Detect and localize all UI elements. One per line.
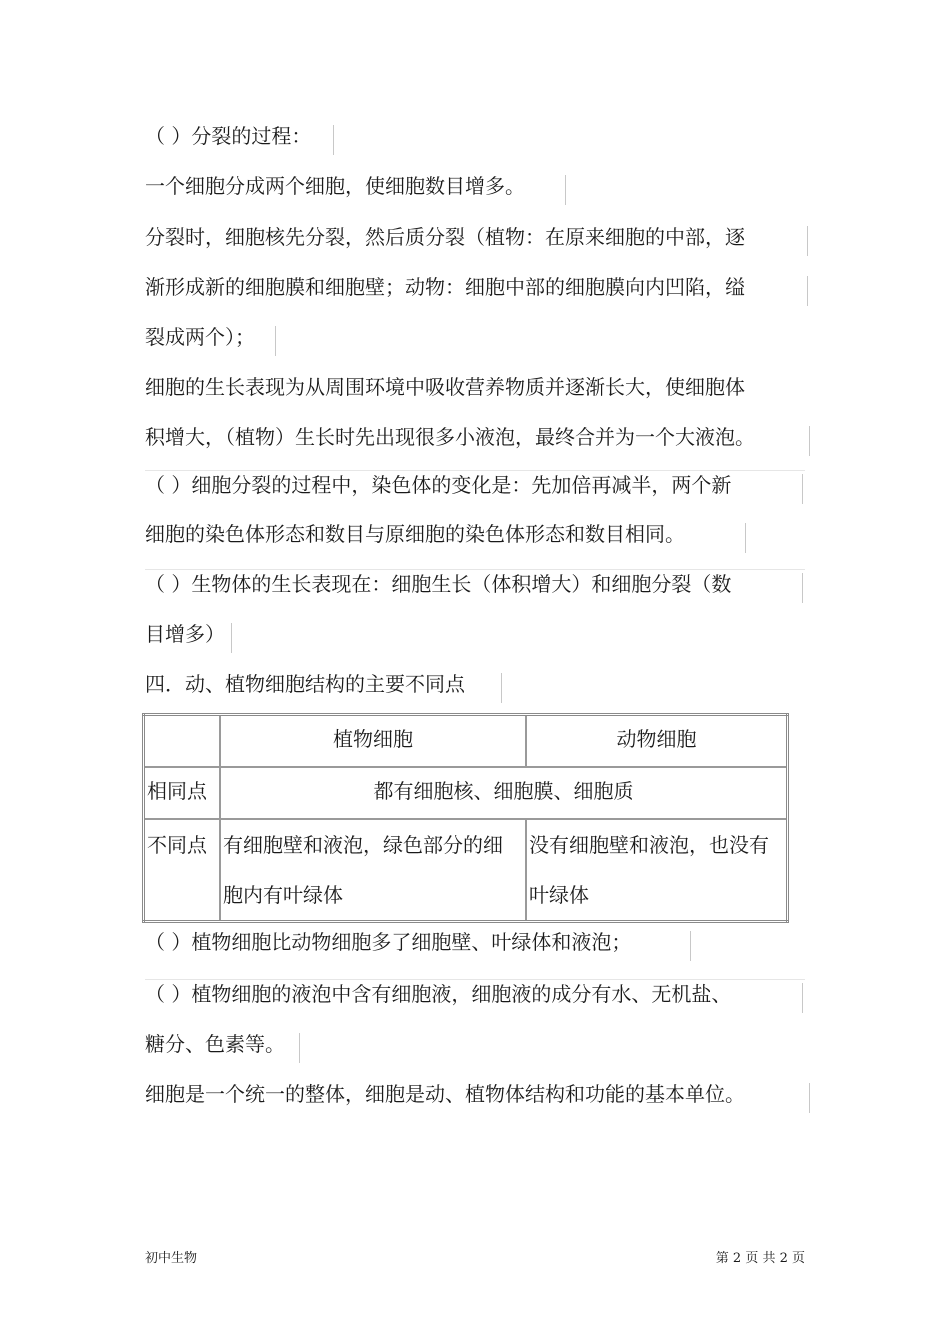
- cell-text-line: 有细胞壁和液泡，绿色部分的细: [223, 833, 503, 857]
- table-cell-empty: [144, 715, 221, 768]
- margin-mark: [299, 1033, 300, 1063]
- rule-mark: [145, 470, 805, 471]
- rule-mark: [145, 979, 805, 980]
- text-line: （ ）分裂的过程：: [145, 124, 312, 148]
- margin-mark: [745, 523, 746, 553]
- cell-text-line: 胞内有叶绿体: [223, 883, 343, 907]
- table-row: [144, 767, 788, 819]
- diff-animal-cell: [526, 819, 788, 922]
- margin-mark: [807, 276, 808, 306]
- footer-left: 初中生物: [145, 1251, 198, 1266]
- section-heading: 四．动、植物细胞结构的主要不同点: [145, 672, 465, 696]
- cell-text-line: 叶绿体: [529, 883, 589, 907]
- diff-plant-cell: [220, 819, 526, 922]
- text-line: 细胞是一个统一的整体，细胞是动、植物体结构和功能的基本单位。: [145, 1082, 745, 1106]
- diff-label-cell: 不同点: [144, 819, 221, 922]
- text-line: 裂成两个）；: [145, 325, 255, 349]
- same-label-cell: 相同点: [144, 767, 221, 819]
- text-line: 渐形成新的细胞膜和细胞壁；动物：细胞中部的细胞膜向内凹陷，缢: [145, 275, 745, 299]
- margin-mark: [809, 1083, 810, 1113]
- cell-text-line: 没有细胞壁和液泡，也没有: [529, 833, 769, 857]
- rule-mark: [145, 569, 805, 570]
- text-line: 一个细胞分成两个细胞，使细胞数目增多。: [145, 174, 525, 198]
- text-line: 分裂时，细胞核先分裂，然后质分裂（植物：在原来细胞的中部，逐: [145, 225, 745, 249]
- table-row: [144, 715, 788, 768]
- text-line: （ ）生物体的生长表现在：细胞生长（体积增大）和细胞分裂（数: [145, 572, 732, 596]
- header-animal-cell: 动物细胞: [526, 715, 788, 768]
- text-line: 细胞的生长表现为从周围环境中吸收营养物质并逐渐长大，使细胞体: [145, 375, 745, 399]
- text-line: （ ）植物细胞的液泡中含有细胞液，细胞液的成分有水、无机盐、: [145, 982, 732, 1006]
- text-line: 糖分、色素等。: [145, 1032, 285, 1056]
- margin-mark: [690, 931, 691, 961]
- margin-mark: [333, 125, 334, 155]
- text-line: 目增多）: [145, 622, 225, 646]
- footer-page-number: 第 2 页 共 2 页: [715, 1251, 805, 1266]
- margin-mark: [802, 474, 803, 504]
- text-line: （ ）植物细胞比动物细胞多了细胞壁、叶绿体和液泡；: [145, 930, 632, 954]
- same-value-cell: 都有细胞核、细胞膜、细胞质: [220, 767, 788, 819]
- text-line: （ ）细胞分裂的过程中，染色体的变化是：先加倍再减半，两个新: [145, 473, 732, 497]
- comparison-table: [142, 713, 789, 923]
- margin-mark: [809, 426, 810, 456]
- margin-mark: [231, 623, 232, 653]
- margin-mark: [807, 226, 808, 256]
- header-plant-cell: 植物细胞: [220, 715, 526, 768]
- margin-mark: [275, 326, 276, 356]
- margin-mark: [501, 673, 502, 703]
- margin-mark: [802, 573, 803, 603]
- text-line: 积增大，（植物）生长时先出现很多小液泡，最终合并为一个大液泡。: [145, 425, 755, 449]
- margin-mark: [802, 983, 803, 1013]
- margin-mark: [565, 175, 566, 205]
- table-row: [144, 819, 788, 922]
- text-line: 细胞的染色体形态和数目与原细胞的染色体形态和数目相同。: [145, 522, 685, 546]
